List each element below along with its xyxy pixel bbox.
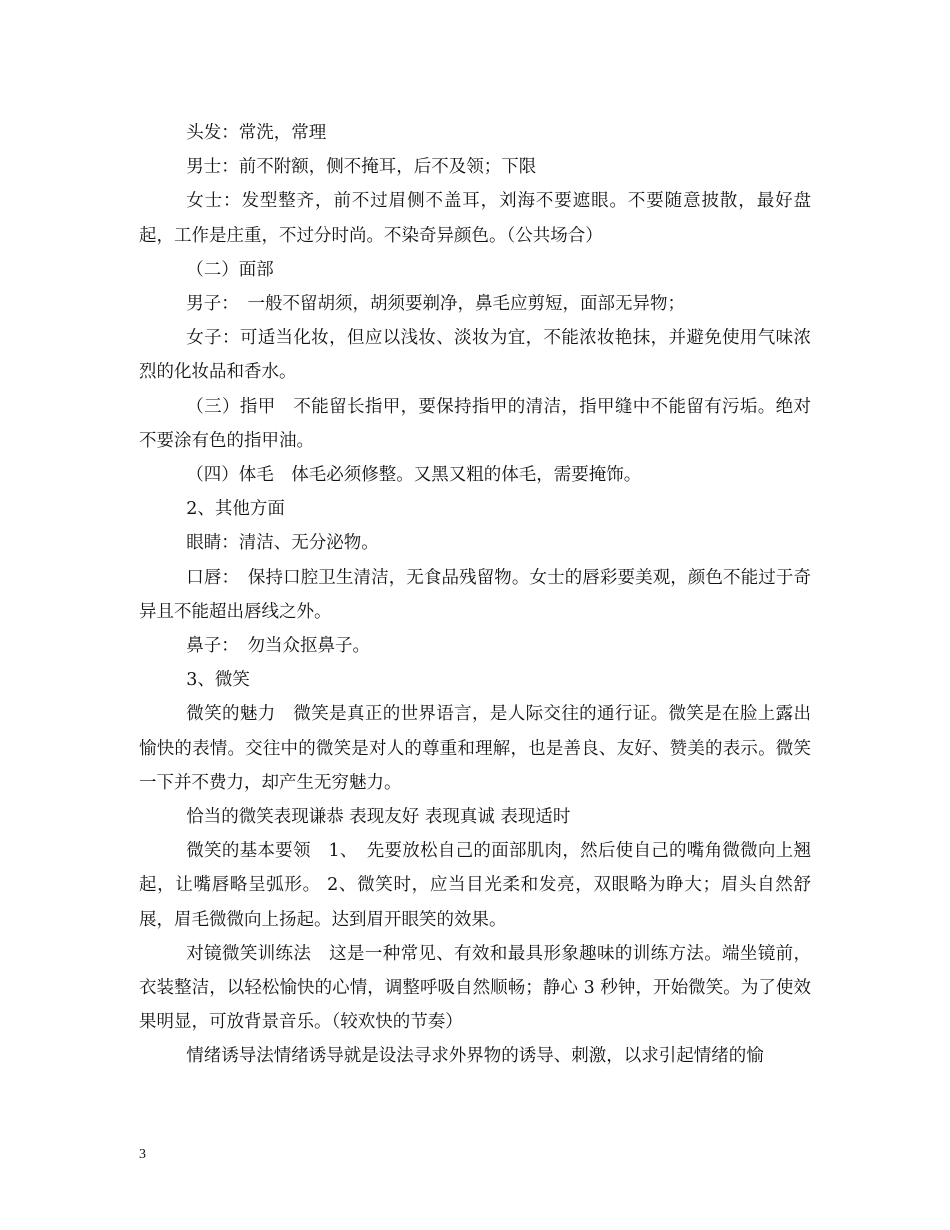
document-body xyxy=(139,116,811,1074)
paragraph-smile-charm: 微笑的魅力 微笑是真正的世界语言，是人际交往的通行证。微笑是在脸上露出愉快的表情。交往中的微笑是对人的尊重和理解，也是善良、友好、赞美的表示。微笑一下并不费力，却产生无穷魅力。 xyxy=(139,704,811,793)
paragraph-men-face: 男子： 一般不留胡须，胡须要剃净，鼻毛应剪短，面部无异物； xyxy=(186,294,685,315)
section-heading-smile: 3、微笑 xyxy=(186,670,250,691)
paragraph-men-hair: 男士：前不附额，侧不掩耳，后不及领；下限 xyxy=(186,157,537,178)
page-number: 3 xyxy=(139,1147,146,1162)
paragraph-nails: （三）指甲 不能留长指甲，要保持指甲的清洁，指甲缝中不能留有污垢。绝对不要涂有色的指甲油。 xyxy=(139,396,811,451)
paragraph-lips: 口唇： 保持口腔卫生清洁，无食品残留物。女士的唇彩要美观，颜色不能过于奇异且不能超出唇线之外。 xyxy=(139,567,811,622)
paragraph-women-hair: 女士：发型整齐，前不过眉侧不盖耳，刘海不要遮眼。不要随意披散，最好盘起，工作是庄重，不过分时尚。不染奇异颜色。（公共场合） xyxy=(139,191,811,246)
paragraph-nose: 鼻子： 勿当众抠鼻子。 xyxy=(186,636,370,657)
paragraph-hair: 头发：常洗，常理 xyxy=(186,123,327,143)
paragraph-proper-smile: 恰当的微笑表现谦恭 表现友好 表现真诚 表现适时 xyxy=(186,807,571,828)
paragraph-women-face: 女子：可适当化妆，但应以浅妆、淡妆为宜，不能浓妆艳抹，并避免使用气味浓烈的化妆品和香水。 xyxy=(139,328,811,383)
paragraph-mirror-training: 对镜微笑训练法 这是一种常见、有效和最具形象趣味的训练方法。端坐镜前，衣装整洁，以轻松愉快的心情，调整呼吸自然顺畅；静心 3 秒钟，开始微笑。为了使效果明显，可放背景音乐。（较欢快的节奏） xyxy=(139,943,811,1033)
section-heading-other: 2、其他方面 xyxy=(186,499,285,520)
paragraph-body-hair: （四）体毛 体毛必须修整。又黑又粗的体毛，需要掩饰。 xyxy=(186,465,642,486)
paragraph-smile-basics: 微笑的基本要领 1、 先要放松自己的面部肌肉，然后使自己的嘴角微微向上翘起，让嘴唇略呈弧形。 2、微笑时，应当目光柔和发亮，双眼略为睁大；眉头自然舒展，眉毛微微向上扬起。达到眉开眼笑的效果。 xyxy=(139,841,811,930)
section-heading-face: （二）面部 xyxy=(186,259,274,280)
paragraph-emotion-guidance: 情绪诱导法情绪诱导就是设法寻求外界物的诱导、刺激，以求引起情绪的愉 xyxy=(186,1046,764,1067)
paragraph-eyes: 眼睛：清洁、无分泌物。 xyxy=(186,533,379,554)
